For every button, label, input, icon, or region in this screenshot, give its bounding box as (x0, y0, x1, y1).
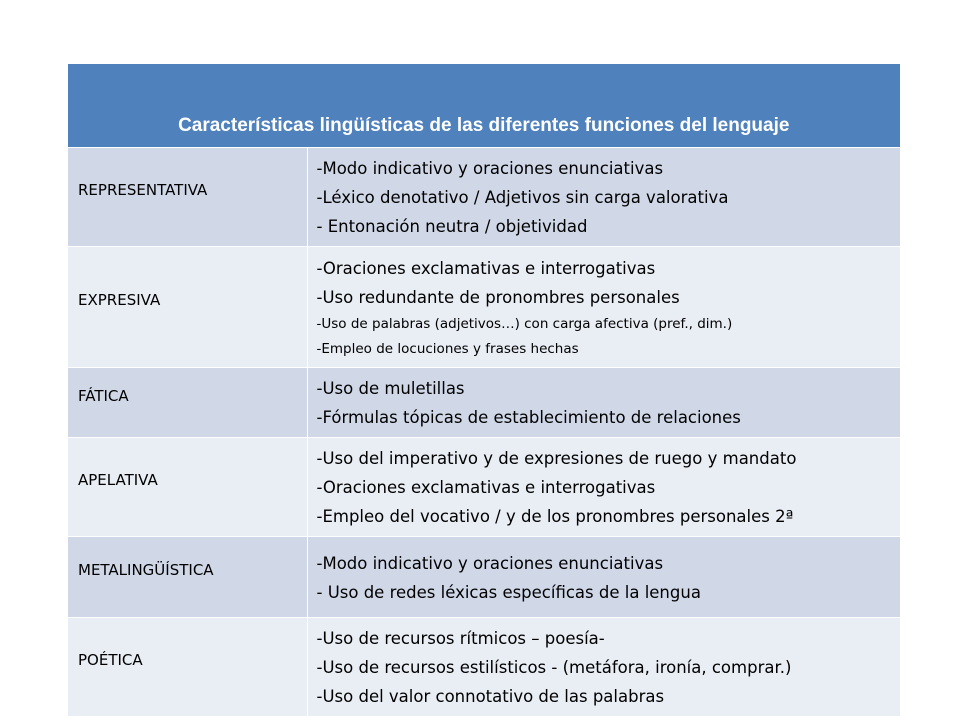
feature-line: -Uso del imperativo y de expresiones de ruego y mandato (316, 449, 797, 468)
function-name: EXPRESIVA (68, 247, 307, 368)
function-name: METALINGÜÍSTICA (68, 537, 307, 618)
feature-line: -Oraciones exclamativas e interrogativas (316, 258, 656, 278)
function-name: APELATIVA (68, 438, 307, 537)
table-title: Características lingüísticas de las diferentes funciones del lenguaje (68, 64, 900, 148)
feature-line: -Uso de recursos estilísticos - (metáfora, ironía, comprar.) (316, 658, 792, 677)
table-header-row (68, 64, 900, 148)
feature-line: -Uso de palabras (adjetivos…) con carga afectiva (pref., dim.) (316, 315, 733, 332)
feature-line: -Uso redundante de pronombres personales (316, 287, 680, 307)
feature-line: -Uso de muletillas (316, 379, 465, 398)
function-name: FÁTICA (68, 368, 307, 438)
table-row-representativa (68, 148, 900, 247)
function-features (307, 368, 900, 438)
function-features (307, 537, 900, 618)
table-row-metalinguistica (68, 537, 900, 618)
feature-line: -Uso del valor connotativo de las palabras (316, 687, 665, 706)
feature-line: -Uso de recursos rítmicos – poesía- (316, 629, 605, 648)
function-features (307, 247, 900, 368)
feature-line: - Entonación neutra / objetividad (316, 217, 588, 236)
table-row-expresiva (68, 247, 900, 368)
table-row-fatica (68, 368, 900, 438)
feature-line: -Oraciones exclamativas e interrogativas (316, 478, 656, 497)
function-name: POÉTICA (68, 618, 307, 717)
feature-line: - Uso de redes léxicas específicas de la lengua (316, 582, 701, 602)
feature-line: -Léxico denotativo / Adjetivos sin carga valorativa (316, 188, 729, 207)
function-features (307, 618, 900, 717)
function-name: REPRESENTATIVA (68, 148, 307, 247)
table-row-poetica (68, 618, 900, 717)
feature-line: -Modo indicativo y oraciones enunciativas (316, 159, 664, 178)
functions-table (68, 63, 901, 716)
feature-line: -Empleo de locuciones y frases hechas (316, 340, 579, 357)
feature-line: -Fórmulas tópicas de establecimiento de relaciones (316, 408, 741, 427)
feature-line: -Empleo del vocativo / y de los pronombres personales 2ª (316, 507, 794, 526)
function-features (307, 148, 900, 247)
function-features (307, 438, 900, 537)
table-row-apelativa (68, 438, 900, 537)
feature-line: -Modo indicativo y oraciones enunciativas (316, 553, 664, 573)
